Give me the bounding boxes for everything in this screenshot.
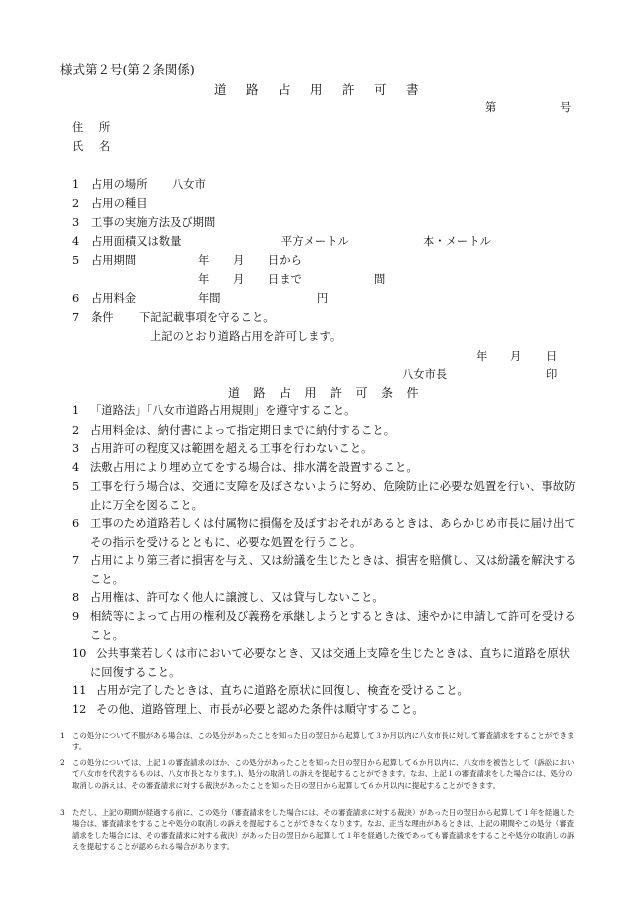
- permit-statement: 上記のとおり道路占用を許可します。: [150, 330, 342, 343]
- permit-number-suffix: 号: [560, 101, 572, 114]
- conditions-title: 道路占用許可条件: [228, 386, 433, 400]
- item-label-fee: 占用料金: [91, 292, 137, 305]
- note-text: この処分について不服がある場合は、この処分があったことを知った日の翌日から起算して３か月以内に八女市長に対して審査請求をすることができます。: [72, 731, 575, 752]
- period-from-month: 月: [233, 254, 245, 267]
- condition-item: [72, 682, 577, 701]
- period-to-day: 日まで: [268, 273, 302, 286]
- item-number: 3: [72, 216, 80, 229]
- condition-item: [72, 478, 577, 515]
- condition-text: その他、道路管理上、市長が必要と認めた条件は順守すること。: [96, 703, 424, 716]
- conditions-reference: 下記記載事項を守ること。: [139, 311, 275, 324]
- condition-number: 10: [72, 647, 87, 660]
- condition-item: [72, 402, 577, 421]
- condition-number: 1: [72, 404, 80, 417]
- note-number: 2: [60, 758, 65, 767]
- condition-item: [72, 701, 577, 720]
- condition-number: 8: [72, 591, 80, 604]
- item-number: 2: [72, 197, 80, 210]
- condition-number: 2: [72, 424, 80, 437]
- period-to-year: 年: [198, 273, 210, 286]
- fee-period: 年間: [198, 292, 221, 305]
- condition-text: 「道路法」「八女市道路占用規則」を遵守すること。: [90, 404, 356, 417]
- seal-mark: 印: [546, 368, 558, 381]
- item-number: 5: [72, 254, 80, 267]
- condition-text: 公共事業若しくは市において必要なとき、又は交通上支障を生じたときは、直ちに道路を原状に回復すること。: [90, 647, 571, 679]
- note-number: 1: [60, 731, 65, 740]
- condition-item: [72, 459, 577, 478]
- note-item: [60, 730, 578, 753]
- issue-year: 年: [476, 350, 488, 363]
- form-number: 様式第２号(第２条関係): [60, 62, 195, 77]
- note-number: 3: [60, 808, 65, 817]
- condition-text: 占用が完了したときは、直ちに道路を原状に回復し、検査を受けること。: [96, 684, 469, 697]
- condition-text: 工事を行う場合は、交通に支障を及ぼさないように努め、危険防止に必要な処置を行い、事故防止に万全を図ること。: [90, 480, 576, 512]
- item-label-type: 占用の種目: [91, 197, 148, 210]
- condition-text: 占用許可の程度又は範囲を超える工事を行わないこと。: [90, 442, 373, 455]
- item-number: 4: [72, 235, 80, 248]
- condition-item: [72, 515, 577, 552]
- period-to-month: 月: [233, 273, 245, 286]
- item-label-conditions: 条件: [91, 311, 114, 324]
- condition-text: 法敷占用により埋め立てをする場合は、排水溝を設置すること。: [90, 461, 418, 474]
- fee-currency: 円: [317, 292, 329, 305]
- condition-number: 4: [72, 461, 80, 474]
- note-text: ただし、上記の期間が経過する前に、この処分（審査請求をした場合には、その審査請求に対する裁決）があった日の翌日から起算して１年を経過した場合は、審査請求をすることや処分の取消しの訴えを提起することができなくなります。なお、正当な理由があるときは、上記の期間やこの処分（審査請求をした場合には、その審査請求に対する裁決）があった日の翌日から起算して１年を経過した後であっても審査請求をすることや処分の取消しの訴えを提起することが認められる場合があります。: [72, 808, 575, 851]
- condition-number: 7: [72, 554, 80, 567]
- item-number: 1: [72, 178, 80, 191]
- condition-item: [72, 608, 577, 645]
- area-unit-sqm: 平方メートル: [281, 235, 349, 248]
- signer-name: 八女市長: [402, 368, 448, 381]
- issue-month: 月: [510, 350, 522, 363]
- condition-item: [72, 440, 577, 459]
- condition-text: 工事のため道路若しくは付属物に損傷を及ぼすおそれがあるときは、あらかじめ市長に届け出てその指示を受けるとともに、必要な処置を行うこと。: [90, 517, 576, 549]
- condition-number: 6: [72, 517, 80, 530]
- condition-number: 3: [72, 442, 80, 455]
- name-label: 氏 名: [72, 140, 117, 153]
- item-label-method-period: 工事の実施方法及び期間: [91, 216, 216, 229]
- item-label-period: 占用期間: [91, 254, 137, 267]
- condition-item: [72, 589, 577, 608]
- notes-section: [60, 730, 578, 880]
- period-from-day: 日から: [268, 254, 302, 267]
- condition-number: 5: [72, 480, 80, 493]
- area-unit-count-length: 本・メートル: [423, 235, 491, 248]
- condition-number: 9: [72, 610, 80, 623]
- condition-text: 占用料金は、納付書によって指定期日までに納付すること。: [90, 424, 396, 437]
- period-from-year: 年: [198, 254, 210, 267]
- item-label-location: 占用の場所: [91, 178, 148, 191]
- note-text: この処分については、上記１の審査請求のほか、この処分があったことを知った日の翌日から起算して６か月以内に、八女市を被告として（訴訟において八女市を代表するものは、八女市長となります。)、処分の取消しの訴えを提起することができます。なお、上記１の審査請求をした場合には、処分の取消しの訴えは、その審査請求に対する裁決があったことを知った日の翌日から起算して６か月以内に提起することができます。: [72, 758, 575, 790]
- condition-text: 占用権は、許可なく他人に譲渡し、又は貸与しないこと。: [90, 591, 384, 604]
- item-number: 6: [72, 292, 80, 305]
- condition-text: 占用により第三者に損害を与え、又は紛議を生じたときは、損害を賠償し、又は紛議を解決すること。: [90, 554, 577, 586]
- item-label-area: 占用面積又は数量: [91, 235, 182, 248]
- issue-day: 日: [546, 350, 558, 363]
- condition-text: 相続等によって占用の権利及び義務を承継しようとするときは、速やかに申請して許可を受けること。: [90, 610, 576, 642]
- condition-number: 12: [72, 703, 87, 716]
- note-item: [60, 757, 578, 791]
- address-label: 住 所: [72, 121, 117, 134]
- permit-number-prefix: 第: [485, 101, 497, 114]
- document-title: 道路占用許可書: [214, 82, 439, 97]
- condition-item: [72, 645, 577, 682]
- item-number: 7: [72, 311, 80, 324]
- condition-item: [72, 422, 577, 441]
- item-value-location: 八女市: [172, 178, 206, 191]
- condition-item: [72, 552, 577, 589]
- period-duration-unit: 間: [374, 273, 386, 286]
- note-item: [60, 807, 578, 852]
- condition-number: 11: [72, 684, 87, 697]
